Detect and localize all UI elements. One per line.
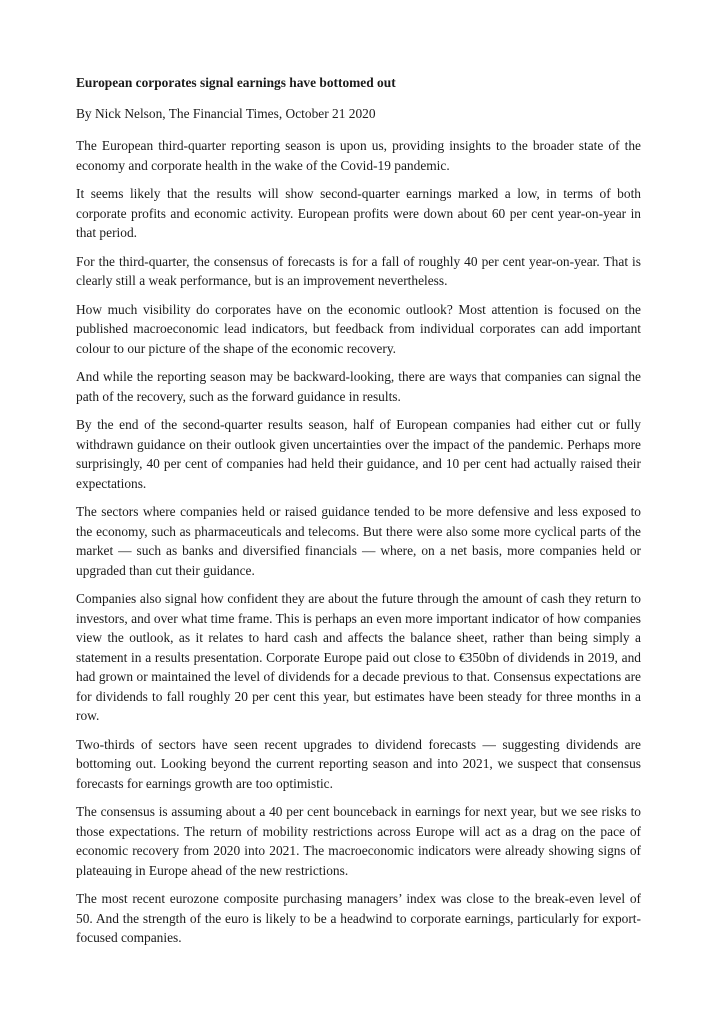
article-paragraph-1: The European third-quarter reporting season is upon us, providing insights to the broader state of the economy and corporate health in the wake of the Covid-19 pandemic.: [76, 138, 641, 173]
article-paragraph-11: The most recent eurozone composite purchasing managers’ index was close to the break-even level of 50. And the strength of the euro is likely to be a headwind to corporate earnings, particularly for export-focused companies.: [76, 891, 641, 945]
article-title: European corporates signal earnings have bottomed out: [76, 75, 396, 90]
article-paragraph-8: Companies also signal how confident they are about the future through the amount of cash they return to investors, and over what time frame. This is perhaps an even more important indicator of how companies view the outlook, as it relates to hard cash and affects the balance sheet, rather than being simply a statement in a results presentation. Corporate Europe paid out close to €350bn of dividends in 2019, and had grown or maintained the level of dividends for a decade previous to that. Consensus expectations are for dividends to fall roughly 20 per cent this year, but estimates have been steady for three months in a row.: [76, 591, 641, 723]
article-paragraph-7: The sectors where companies held or raised guidance tended to be more defensive and less exposed to the economy, such as pharmaceuticals and telecoms. But there were also some more cyclical parts of the market — such as banks and diversified financials — where, on a net basis, more companies held or upgraded than cut their guidance.: [76, 504, 641, 578]
article-page: [76, 74, 641, 957]
article-paragraph-9: Two-thirds of sectors have seen recent upgrades to dividend forecasts — suggesting dividends are bottoming out. Looking beyond the current reporting season and into 2021, we suspect that consensus forecasts for earnings growth are too optimistic.: [76, 736, 641, 791]
article-paragraph-3: For the third-quarter, the consensus of forecasts is for a fall of roughly 40 per cent year-on-year. That is clearly still a weak performance, but is an improvement nevertheless.: [76, 253, 641, 288]
article-paragraph-5: And while the reporting season may be backward-looking, there are ways that companies can signal the path of the recovery, such as the forward guidance in results.: [76, 369, 641, 404]
article-paragraph-4: How much visibility do corporates have on the economic outlook? Most attention is focused on the published macroeconomic lead indicators, but feedback from individual corporates can add important colour to our picture of the shape of the economic recovery.: [76, 301, 641, 356]
article-paragraph-10: The consensus is assuming about a 40 per cent bounceback in earnings for next year, but we see risks to those expectations. The return of mobility restrictions across Europe will act as a drag on the pace of economic recovery from 2020 into 2021. The macroeconomic indicators were already showing signs of plateauing in Europe ahead of the new restrictions.: [76, 804, 641, 878]
article-paragraph-2: It seems likely that the results will show second-quarter earnings marked a low, in terms of both corporate profits and economic activity. European profits were down about 60 per cent year-on-year in that period.: [76, 186, 641, 240]
article-byline: By Nick Nelson, The Financial Times, October 21 2020: [76, 106, 376, 121]
article-paragraph-6: By the end of the second-quarter results season, half of European companies had either cut or fully withdrawn guidance on their outlook given uncertainties over the impact of the pandemic. Perhaps more surprisingly, 40 per cent of companies had held their guidance, and 10 per cent had actually raised their expectations.: [76, 417, 641, 491]
